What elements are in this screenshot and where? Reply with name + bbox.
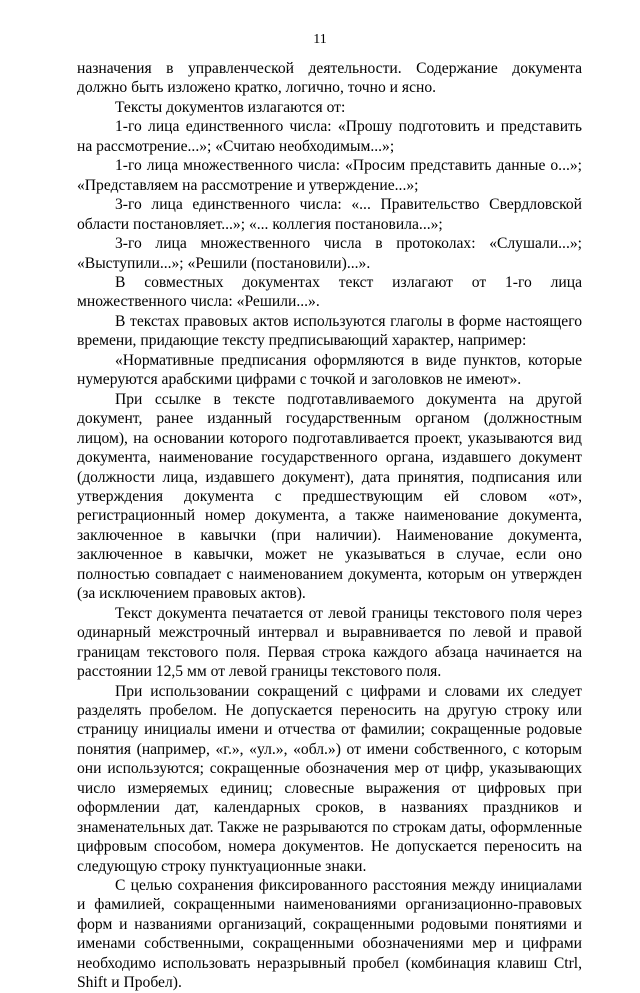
paragraph: назначения в управленческой деятельности. Содержание документа должно быть изложено кратко, логично, точно и ясно. xyxy=(77,60,582,97)
paragraph: При ссылке в тексте подготавливаемого документа на другой документ, ранее изданный государственным органом (должностным лицом), на основании которого подготавливается проект, указываются вид документа, наименование государственного органа, издавшего документ (должности лица, издавшего документ), дата принятия, подписания или утверждения документа с предшествующим ей словом «от», регистрационный номер документа, а также наименование документа, заключенное в кавычки (при наличии). Наименование документа, заключенное в кавычки, может не указываться в случае, если оно полностью совпадает с наименованием документа, которым он утвержден (за исключением правовых актов). xyxy=(77,390,582,603)
paragraph: «Нормативные предписания оформляются в виде пунктов, которые нумеруются арабскими цифрами с точкой и заголовков не имеют». xyxy=(77,351,582,389)
paragraph: В текстах правовых актов используются глаголы в форме настоящего времени, придающие тексту предписывающий характер, например: xyxy=(77,312,582,350)
paragraph: 3-го лица единственного числа: «... Правительство Свердловской области постановляет...»; «... коллегия постановила...»; xyxy=(77,196,582,233)
paragraph: В совместных документах текст излагают от 1-го лица множественного числа: «Решили...». xyxy=(77,273,582,311)
paragraph: Текст документа печатается от левой границы текстового поля через одинарный межстрочный интервал и выравнивается по левой и правой границам текстового поля. Первая строка каждого абзаца начинается на расстоянии 12,5 мм от левой границы текстового поля. xyxy=(77,604,582,681)
paragraph: 3-го лица множественного числа в протоколах: «Слушали...»; «Выступили...»; «Решили (постановили)...». xyxy=(77,235,582,272)
paragraph: 1-го лица единственного числа: «Прошу подготовить и представить на рассмотрение...»; «Считаю необходимым...»; xyxy=(77,118,582,155)
paragraph: Тексты документов излагаются от: xyxy=(115,98,346,116)
paragraph: При использовании сокращений с цифрами и словами их следует разделять пробелом. Не допускается переносить на другую строку или страницу инициалы имени и отчества от фамилии; сокращенные родовые понятия (например, «г.», «ул.», «обл.») от имени собственного, с которым они используются; сокращенные обозначения мер от цифр, указывающих число измеряемых единиц; словесные выражения от цифровых при оформлении дат, календарных сроков, в названиях праздников и знаменательных дат. Также не разрываются по строкам даты, оформленные цифровым способом, номера документов. Не допускается переносить на следующую строку пунктуационные знаки. xyxy=(77,682,582,875)
body-text xyxy=(77,59,582,993)
page-number: 11 xyxy=(313,32,327,47)
paragraph: 1-го лица множественного числа: «Просим представить данные о...»; «Представляем на рассмотрение и утверждение...»; xyxy=(77,157,582,194)
paragraph: С целью сохранения фиксированного расстояния между инициалами и фамилией, сокращенными наименованиями организационно-правовых форм и названиями организаций, сокращенными родовыми понятиями и именами собственными, сокращенными обозначениями мер и цифрами необходимо использовать неразрывный пробел (комбинация клавиш Ctrl, Shift и Пробел). xyxy=(77,877,582,992)
